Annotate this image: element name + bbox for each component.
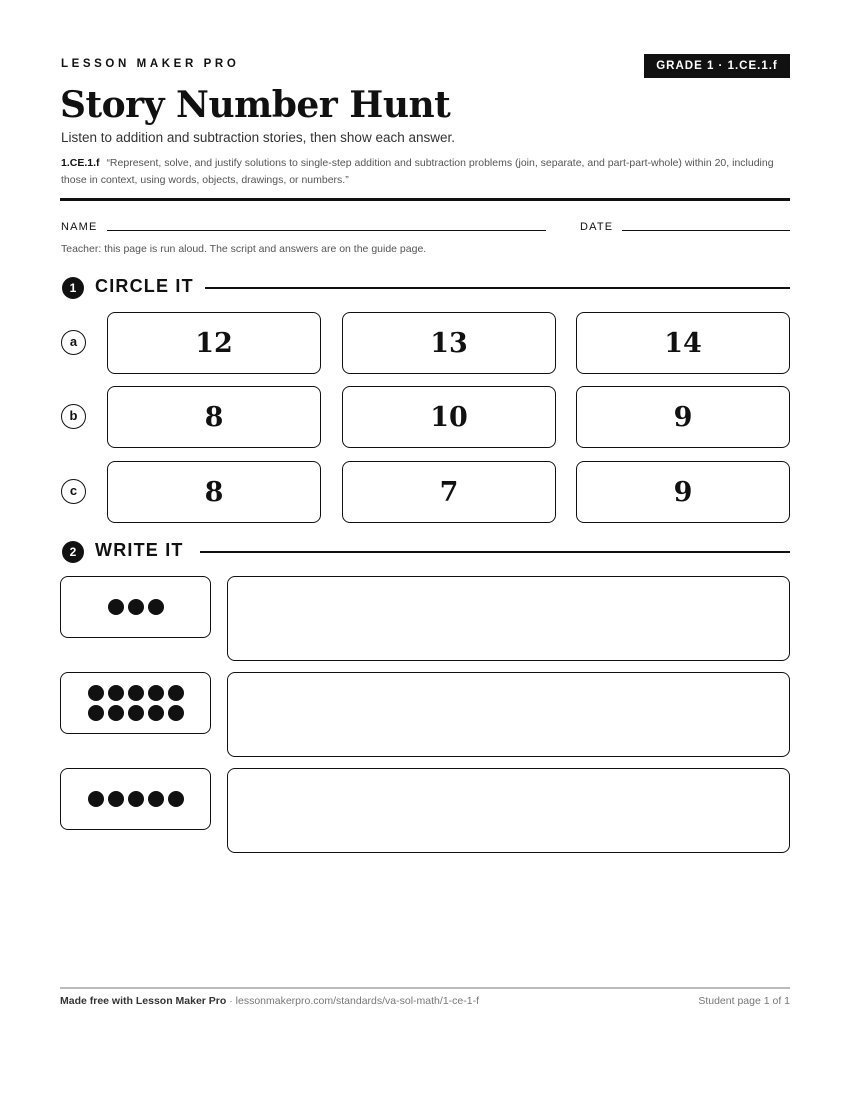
choice-a-3[interactable]: 14 (576, 312, 790, 374)
choice-b-2[interactable]: 10 (342, 386, 556, 448)
page-title: Story Number Hunt (60, 84, 451, 126)
counter-dot (148, 705, 164, 721)
answer-box-2[interactable] (227, 672, 790, 757)
counter-dot (108, 685, 124, 701)
name-field[interactable] (107, 230, 546, 231)
dot-card-1 (60, 576, 211, 638)
brand-name: LESSON MAKER PRO (61, 58, 240, 70)
section-1-rule (205, 287, 790, 289)
teacher-note: Teacher: this page is run aloud. The script and answers are on the guide page. (61, 243, 427, 255)
counter-dot (108, 705, 124, 721)
choice-a-1[interactable]: 12 (107, 312, 321, 374)
footer-divider (60, 987, 790, 989)
counter-dot (128, 685, 144, 701)
counter-dot (128, 705, 144, 721)
dot-group (88, 791, 184, 807)
row-label-c: c (61, 479, 86, 504)
answer-box-1[interactable] (227, 576, 790, 661)
choice-c-3[interactable]: 9 (576, 461, 790, 523)
grade-badge: GRADE 1 · 1.CE.1.f (644, 54, 790, 78)
choice-c-1[interactable]: 8 (107, 461, 321, 523)
section-1-title: CIRCLE IT (95, 276, 194, 296)
counter-dot (148, 599, 164, 615)
name-label: NAME (61, 221, 98, 233)
header-divider (60, 198, 790, 201)
counter-dot (88, 705, 104, 721)
footer-made-with: Made free with Lesson Maker Pro (60, 995, 227, 1007)
counter-dot (148, 685, 164, 701)
counter-dot (88, 791, 104, 807)
counter-dot (108, 791, 124, 807)
counter-dot (168, 685, 184, 701)
counter-dot (168, 791, 184, 807)
date-label: DATE (580, 221, 614, 233)
choice-a-2[interactable]: 13 (342, 312, 556, 374)
date-field[interactable] (622, 230, 790, 231)
section-2-number: 2 (62, 541, 84, 563)
counter-dot (128, 599, 144, 615)
answer-box-3[interactable] (227, 768, 790, 853)
counter-dot (148, 791, 164, 807)
counter-dot (108, 599, 124, 615)
choice-b-3[interactable]: 9 (576, 386, 790, 448)
counter-dot (168, 705, 184, 721)
section-1-number: 1 (62, 277, 84, 299)
standard-description (61, 155, 796, 188)
dot-group (88, 685, 184, 721)
dot-card-2 (60, 672, 211, 734)
dot-card-3 (60, 768, 211, 830)
footer-url[interactable]: · lessonmakerpro.com/standards/va-sol-math/1-ce-1-f (229, 995, 479, 1007)
standard-code: 1.CE.1.f (61, 157, 100, 169)
footer-credit (60, 995, 479, 1007)
section-2-rule (200, 551, 790, 553)
counter-dot (128, 791, 144, 807)
section-2-title: WRITE IT (95, 540, 184, 560)
choice-c-2[interactable]: 7 (342, 461, 556, 523)
footer-page-number: Student page 1 of 1 (698, 995, 790, 1007)
dot-group (108, 599, 164, 615)
counter-dot (88, 685, 104, 701)
row-label-a: a (61, 330, 86, 355)
row-label-b: b (61, 404, 86, 429)
choice-b-1[interactable]: 8 (107, 386, 321, 448)
standard-text: “Represent, solve, and justify solutions to single-step addition and subtraction problems (join, separate, and part-part-whole) within 20, including those in context, using words, objects, drawings, or numbers.” (61, 157, 774, 186)
page-subtitle: Listen to addition and subtraction stories, then show each answer. (61, 130, 455, 145)
